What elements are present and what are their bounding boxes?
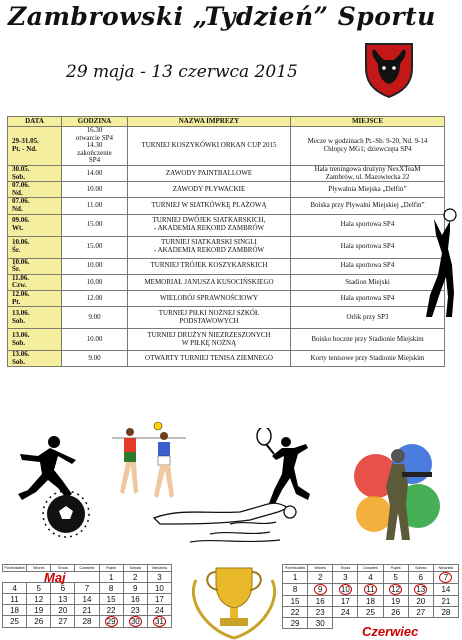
- event-cell: TURNIEJ DRUŻYN NIEZRZESZONYCH W PIŁKĘ NOŻNĄ: [128, 329, 291, 351]
- weekday-label: Niedziela: [433, 565, 458, 572]
- weekday-label: Czwartek: [358, 565, 383, 572]
- calendar-day-number: 4: [12, 583, 17, 593]
- calendar-day: [123, 605, 147, 616]
- weekday-label: Środa: [51, 565, 75, 572]
- calendar-day-number: 8: [108, 583, 114, 593]
- date-cell: 07.06. Nd.: [8, 182, 62, 198]
- calendar-day: [75, 572, 99, 583]
- date-cell: 12.06. Pt.: [8, 290, 62, 306]
- calendar-day-number: 9: [133, 583, 138, 593]
- paintball-player-icon: [346, 436, 446, 546]
- calendar-day-number: 24: [340, 607, 350, 617]
- calendar-day: [3, 594, 27, 605]
- soccer-ball-icon: [38, 488, 94, 540]
- calendar-day: [333, 572, 358, 584]
- time-cell: 10.00: [62, 258, 128, 274]
- column-header-date: DATA: [8, 117, 62, 127]
- calendar-day: [75, 616, 99, 628]
- calendar-day-number: 17: [154, 594, 164, 604]
- calendar-day: [3, 572, 27, 583]
- table-row: [8, 236, 445, 258]
- volleyball-player-icon: [420, 205, 460, 320]
- calendar-day-number: 21: [441, 596, 451, 606]
- calendar-day: [27, 605, 51, 616]
- calendar-day-number: 26: [391, 607, 401, 617]
- calendar-day: [433, 607, 458, 618]
- calendar-day: [358, 572, 383, 584]
- calendar-day-number: 3: [157, 572, 162, 582]
- column-header-place: MIEJSCE: [291, 117, 445, 127]
- calendar-day-number: 13: [58, 594, 68, 604]
- calendar-day-number: 25: [10, 617, 20, 626]
- calendar-may: [2, 564, 172, 628]
- place-cell: Hala sportowa SP4: [291, 236, 445, 258]
- date-cell: 07.06. Nd.: [8, 198, 62, 214]
- calendar-day: [3, 605, 27, 616]
- calendar-day: [123, 616, 147, 628]
- event-cell: WIELOBÓJ SPRAWNOŚCIOWY: [128, 290, 291, 306]
- calendar-day: [147, 616, 171, 628]
- calendar-day: [383, 596, 408, 607]
- table-row: [8, 214, 445, 236]
- calendar-day-number: 30: [129, 616, 142, 627]
- calendar-day: [408, 572, 433, 584]
- calendar-day-number: 12: [34, 594, 44, 604]
- calendar-week-row: [283, 572, 459, 584]
- place-cell: Pływalnia Miejska „Delfin”: [291, 182, 445, 198]
- column-header-time: GODZINA: [62, 117, 128, 127]
- table-row: [8, 307, 445, 329]
- calendar-day: [51, 605, 75, 616]
- calendar-day: [123, 572, 147, 583]
- event-cell: TURNIEJ W SIATKÓWKĘ PLAŻOWĄ: [128, 198, 291, 214]
- calendar-may-month-label: Maj: [44, 570, 66, 585]
- calendar-day-number: 9: [314, 584, 327, 595]
- calendar-day: [308, 572, 333, 584]
- date-cell: 10.06. Śr.: [8, 236, 62, 258]
- calendar-day-number: 16: [130, 594, 140, 604]
- calendar-day-number: 18: [10, 605, 20, 615]
- place-cell: Boisko boczne przy Stadionie Miejskim: [291, 329, 445, 351]
- calendar-day-number: 29: [290, 618, 300, 628]
- table-row: [8, 127, 445, 166]
- calendar-day-number: 23: [130, 605, 140, 615]
- table-row: [8, 329, 445, 351]
- calendar-day-number: 5: [393, 573, 398, 582]
- time-cell: 10.00: [62, 274, 128, 290]
- event-cell: TURNIEJ KOSZYKÓWKI ORKAN CUP 2015: [128, 127, 291, 166]
- date-cell: 09.06. Wt.: [8, 214, 62, 236]
- place-cell: Hala sportowa SP4: [291, 258, 445, 274]
- calendar-day: [283, 584, 308, 596]
- event-cell: TURNIEJ DWÓJEK SIATKARSKICH, - AKADEMIA REKORD ZAMBRÓW: [128, 214, 291, 236]
- calendar-day-number: 31: [153, 616, 166, 627]
- calendar-day-number: 4: [368, 573, 373, 582]
- calendar-day-number: 25: [366, 607, 375, 617]
- calendar-weekday-row: [283, 565, 459, 572]
- calendar-day-number: 10: [154, 583, 164, 593]
- calendar-day-number: 8: [292, 585, 298, 594]
- calendar-day: [433, 618, 458, 629]
- calendar-day: [333, 584, 358, 596]
- calendar-day-number: 11: [364, 584, 377, 595]
- place-cell: Hala sportowa SP4: [291, 290, 445, 306]
- calendar-week-row: [3, 583, 172, 594]
- calendar-day: [283, 596, 308, 607]
- bull-crest-icon: [362, 38, 416, 98]
- calendar-day: [75, 605, 99, 616]
- calendar-day-number: 6: [60, 583, 66, 593]
- weekday-label: Czwartek: [75, 565, 99, 572]
- calendar-day-number: 20: [416, 596, 426, 606]
- time-cell: 11.00: [62, 198, 128, 214]
- weekday-label: Piątek: [383, 565, 408, 572]
- weekday-label: Sobota: [408, 565, 433, 572]
- calendar-day-number: 23: [315, 607, 325, 617]
- calendar-day: [75, 583, 99, 594]
- calendar-day-number: 16: [315, 596, 325, 606]
- calendar-day: [383, 572, 408, 584]
- calendar-day-number: 1: [108, 572, 114, 582]
- date-cell: 13.06. Sob.: [8, 307, 62, 329]
- table-row: [8, 351, 445, 367]
- calendar-week-row: [3, 616, 172, 628]
- calendar-week-row: [3, 594, 172, 605]
- calendar-day-number: 12: [389, 584, 402, 595]
- calendar-day-number: 22: [290, 607, 300, 617]
- calendar-day: [51, 616, 75, 628]
- calendar-day: [27, 616, 51, 628]
- calendar-day-number: 15: [290, 596, 300, 606]
- calendar-week-row: [283, 596, 459, 607]
- calendar-day-number: 2: [317, 573, 323, 582]
- weekday-label: Niedziela: [147, 565, 171, 572]
- weekday-label: Poniedziałek: [283, 565, 308, 572]
- calendar-day-number: 17: [340, 596, 350, 606]
- calendar-weekday-row: [3, 565, 172, 572]
- event-cell: ZAWODY PAINTBALLOWE: [128, 165, 291, 181]
- calendar-day: [358, 596, 383, 607]
- calendar-day-number: 19: [34, 605, 44, 615]
- calendar-day: [147, 583, 171, 594]
- calendar-day-number: 18: [366, 596, 375, 606]
- calendar-day-number: 11: [10, 594, 19, 604]
- calendar-day: [408, 584, 433, 596]
- calendar-day: [99, 572, 123, 583]
- trophy-icon: [186, 560, 282, 640]
- calendar-day-number: 26: [34, 617, 44, 626]
- calendar-day-number: 7: [84, 583, 90, 593]
- calendar-day: [75, 594, 99, 605]
- calendar-day-number: 2: [133, 572, 138, 582]
- calendar-week-row: [283, 584, 459, 596]
- calendar-day: [433, 596, 458, 607]
- calendar-day: [308, 618, 333, 629]
- place-cell: Hala sportowa SP4: [291, 214, 445, 236]
- place-cell: Stadion Miejski: [291, 274, 445, 290]
- place-cell: Korty tenisowe przy Stadionie Miejskim: [291, 351, 445, 367]
- calendar-day: [283, 572, 308, 584]
- calendar-day: [383, 584, 408, 596]
- calendar-day: [3, 583, 27, 594]
- place-cell: Hala treningowa drużyny NexXTeaM Zambrów, ul. Mazowiecka 22: [291, 165, 445, 181]
- poster-title: Zambrowski „Tydzień” Sportu: [8, 2, 436, 31]
- calendar-day-number: 28: [82, 617, 92, 626]
- calendar-day: [99, 616, 123, 628]
- event-cell: TURNIEJ SIATKARSKI SINGLI - AKADEMIA REKORD ZAMBRÓW: [128, 236, 291, 258]
- calendar-day-number: 28: [441, 607, 451, 617]
- time-cell: 9.00: [62, 307, 128, 329]
- time-cell: 16.30 otwarcie SP4 14.30 zakończenie SP4: [62, 127, 128, 166]
- event-cell: TURNIEJ PIŁKI NOŻNEJ SZKÓŁ PODSTAWOWYCH: [128, 307, 291, 329]
- calendar-day: [383, 607, 408, 618]
- calendar-day-number: 1: [292, 573, 298, 582]
- time-cell: 9.00: [62, 351, 128, 367]
- table-header-row: [8, 117, 445, 127]
- date-cell: 10.06. Śr.: [8, 258, 62, 274]
- table-row: [8, 182, 445, 198]
- calendar-day: [433, 584, 458, 596]
- date-cell: 13.06. Sob.: [8, 351, 62, 367]
- calendar-day: [433, 572, 458, 584]
- calendar-day: [283, 607, 308, 618]
- calendar-day-number: 22: [106, 605, 116, 615]
- table-row: [8, 290, 445, 306]
- calendar-day: [358, 607, 383, 618]
- place-cell: Boiska przy Pływalni Miejskiej „Delfin”: [291, 198, 445, 214]
- calendar-week-row: [283, 607, 459, 618]
- calendar-day: [147, 572, 171, 583]
- time-cell: 14.00: [62, 165, 128, 181]
- schedule-body: [8, 127, 445, 367]
- calendar-day-number: 7: [439, 572, 452, 583]
- weekday-label: Środa: [333, 565, 358, 572]
- calendar-day: [51, 594, 75, 605]
- calendar-day: [308, 596, 333, 607]
- calendar-day: [123, 583, 147, 594]
- weekday-label: Wtorek: [308, 565, 333, 572]
- time-cell: 15.00: [62, 236, 128, 258]
- event-cell: OTWARTY TURNIEJ TENISA ZIEMNEGO: [128, 351, 291, 367]
- event-cell: MEMORIAŁ JANUSZA KUSOCIŃSKIEGO: [128, 274, 291, 290]
- calendar-day-number: 29: [105, 616, 118, 627]
- calendar-day: [333, 618, 358, 629]
- calendar-week-row: [3, 572, 172, 583]
- calendar-day: [99, 594, 123, 605]
- calendar-day: [99, 605, 123, 616]
- place-cell: Mecze w godzinach Pt.-Sb. 9-20, Nd. 9-14 Chłopcy MG1; dziewczęta SP4: [291, 127, 445, 166]
- calendar-day: [283, 618, 308, 629]
- calendar-week-row: [3, 605, 172, 616]
- calendar-day: [408, 596, 433, 607]
- calendar-day-number: 19: [391, 596, 401, 606]
- calendar-day: [308, 607, 333, 618]
- time-cell: 10.00: [62, 182, 128, 198]
- calendar-day-number: 14: [441, 585, 451, 594]
- calendar-day: [147, 605, 171, 616]
- calendar-day-number: 27: [58, 617, 68, 626]
- column-header-event: NAZWA IMPREZY: [128, 117, 291, 127]
- calendar-day-number: 27: [416, 607, 426, 617]
- calendar-day: [147, 594, 171, 605]
- weekday-label: Sobota: [123, 565, 147, 572]
- date-cell: 13.06. Sob.: [8, 329, 62, 351]
- calendar-day-number: 3: [343, 573, 348, 582]
- calendar-day: [3, 616, 27, 628]
- calendar-day-number: 24: [154, 605, 164, 615]
- time-cell: 15.00: [62, 214, 128, 236]
- poster-subtitle: 29 maja - 13 czerwca 2015: [66, 62, 298, 82]
- calendar-day-number: 20: [58, 605, 68, 615]
- calendar-day: [99, 583, 123, 594]
- swimmer-icon: [150, 490, 310, 550]
- event-cell: ZAWODY PŁYWACKIE: [128, 182, 291, 198]
- calendar-day: [333, 607, 358, 618]
- event-cell: TURNIEJ TRÓJEK KOSZYKARSKICH: [128, 258, 291, 274]
- calendar-day-number: 5: [36, 583, 41, 593]
- calendar-day-number: 21: [82, 605, 92, 615]
- time-cell: 10.00: [62, 329, 128, 351]
- calendar-day-number: 14: [82, 594, 92, 604]
- date-cell: 30.05. Sob.: [8, 165, 62, 181]
- calendar-day: [27, 594, 51, 605]
- calendar-day-number: 13: [414, 584, 427, 595]
- calendar-day: [333, 596, 358, 607]
- calendar-day-number: 15: [106, 594, 116, 604]
- weekday-label: Wtorek: [27, 565, 51, 572]
- calendar-day-number: 6: [418, 573, 423, 582]
- calendar-day: [358, 584, 383, 596]
- weekday-label: Piątek: [99, 565, 123, 572]
- table-row: [8, 198, 445, 214]
- table-row: [8, 165, 445, 181]
- calendar-day: [408, 607, 433, 618]
- weekday-label: Poniedziałek: [4, 566, 25, 570]
- calendar-day-number: 10: [339, 584, 352, 595]
- date-cell: 11.06. Czw.: [8, 274, 62, 290]
- calendar-day: [308, 584, 333, 596]
- event-schedule-table: [7, 116, 445, 367]
- calendar-june-month-label: Czerwiec: [362, 624, 419, 639]
- date-cell: 29-31.05. Pt. - Nd.: [8, 127, 62, 166]
- calendar-day-number: 30: [315, 618, 325, 628]
- table-row: [8, 258, 445, 274]
- table-row: [8, 274, 445, 290]
- place-cell: Orlik przy SP3: [291, 307, 445, 329]
- time-cell: 12.00: [62, 290, 128, 306]
- calendar-day: [123, 594, 147, 605]
- calendar-june: [282, 564, 459, 629]
